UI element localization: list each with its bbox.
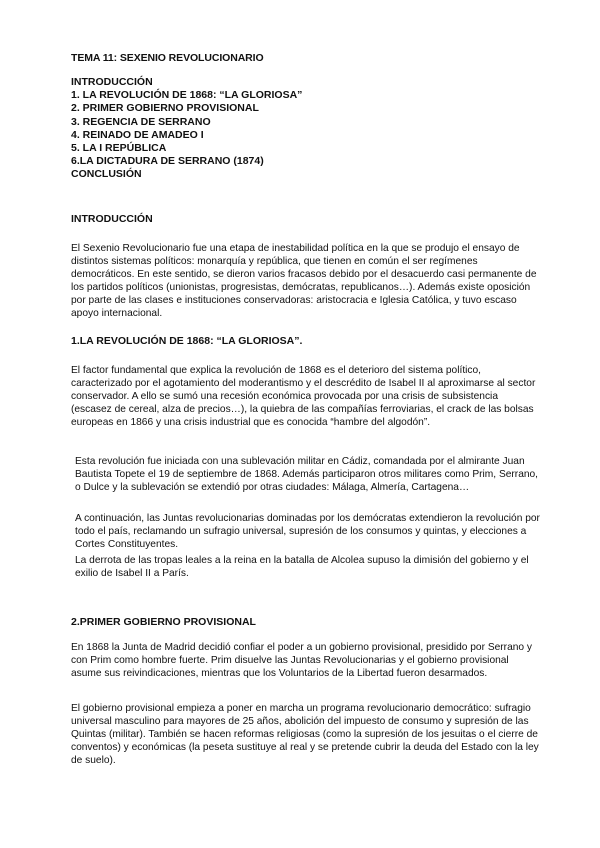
toc-item-5: 5. LA I REPÚBLICA xyxy=(71,142,167,155)
section-1-heading: 1.LA REVOLUCIÓN DE 1868: “LA GLORIOSA”. xyxy=(71,335,303,347)
section-1-paragraph-4: La derrota de las tropas leales a la reina en la batalla de Alcolea supuso la dimisión del gobierno y el exilio de Isabel II a París. xyxy=(75,555,529,579)
intro-paragraph: El Sexenio Revolucionario fue una etapa de inestabilidad política en la que se produjo el ensayo de distintos sistemas políticos: monarquía y república, que tienen en común el ser regímenes democráticos. En este sentido, se dieron varios fracasos debido por el desacuerdo casi permanente de los partidos políticos (unionistas, progresistas, demócratas, republicanos…). Además existe oposición por parte de las clases e instituciones conservadoras: aristocracia e Iglesia Católica, y tuvo escaso apoyo internacional. xyxy=(71,243,537,319)
section-2-paragraph-2: El gobierno provisional empieza a poner en marcha un programa revolucionario democrático: sufragio universal masculino para mayores de 25 años, abolición del impuesto de consumo y supresión de las Quintas (militar). También se hacen reformas religiosas (como la supresión de los jesuitas o el cierre de conventos) y económicas (la peseta sustituye al real y se pretende cubrir la deuda del Estado con la ley de suelo). xyxy=(71,703,539,766)
toc-item-1: 1. LA REVOLUCIÓN DE 1868: “LA GLORIOSA” xyxy=(71,89,303,102)
section-1-paragraph-2: Esta revolución fue iniciada con una sublevación militar en Cádiz, comandada por el almirante Juan Bautista Topete el 19 de septiembre de 1868. Además participaron otros militares como Prim, Serrano, o Dulce y la sublevación se extendió por otras ciudades: Málaga, Almería, Cartagena… xyxy=(75,456,539,493)
toc-item-conclusion: CONCLUSIÓN xyxy=(71,168,142,181)
toc-item-4: 4. REINADO DE AMADEO I xyxy=(71,128,204,141)
toc-item-2: 2. PRIMER GOBIERNO PROVISIONAL xyxy=(71,102,259,115)
intro-heading: INTRODUCCIÓN xyxy=(71,213,153,225)
toc-item-introduccion: INTRODUCCIÓN xyxy=(71,76,153,88)
toc-item-6: 6.LA DICTADURA DE SERRANO (1874) xyxy=(71,155,264,168)
document-title: TEMA 11: SEXENIO REVOLUCIONARIO xyxy=(71,52,264,64)
table-of-contents xyxy=(71,76,302,182)
section-1-paragraph-3: A continuación, las Juntas revolucionarias dominadas por los demócratas extendieron la revolución por todo el país, reclamando un sufragio universal, supresión de los consumos y quintas, y elecciones a Cortes Constituyentes. xyxy=(75,513,540,550)
toc-item-3: 3. REGENCIA DE SERRANO xyxy=(71,115,211,128)
section-2-paragraph-1: En 1868 la Junta de Madrid decidió confiar el poder a un gobierno provisional, presidido por Serrano y con Prim como hombre fuerte. Prim disuelve las Juntas Revolucionarias y el gobierno provisional asume sus reivindicaciones, mientras que los Voluntarios de la Libertad fueron desarmados. xyxy=(71,642,532,679)
section-1-paragraph-1: El factor fundamental que explica la revolución de 1868 es el deterioro del sistema político, caracterizado por el agotamiento del moderantismo y el descrédito de Isabel II al aproximarse al sector conservador. A ello se sumó una recesión económica provocada por una crisis de subsistencia (escasez de cereal, alza de precios…), la quiebra de las compañías ferroviarias, el crack de las bolsas europeas en 1866 y una crisis industrial que es conocida “hambre del algodón”. xyxy=(71,365,536,428)
section-2-heading: 2.PRIMER GOBIERNO PROVISIONAL xyxy=(71,616,256,628)
